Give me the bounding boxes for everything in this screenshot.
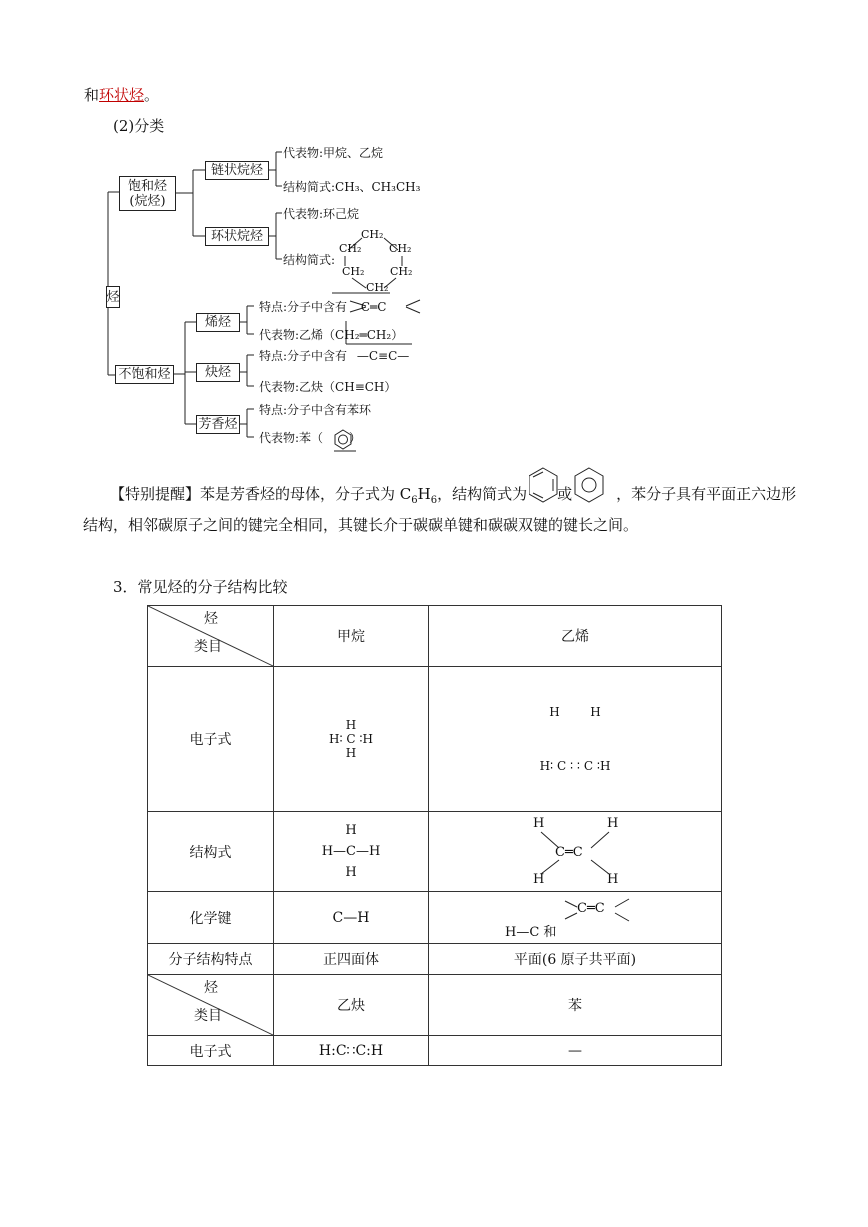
ring-ch2-upper-right: CH₂ — [389, 242, 412, 255]
section-3-heading: 3．常见烃的分子结构比较 — [113, 578, 288, 596]
row-label-electron-2: 电子式 — [148, 1036, 274, 1066]
ethylene-s-h-tl: H — [533, 815, 545, 831]
alkyne-feature-text: 特点:分子中含有 — [259, 349, 348, 363]
ring-ch2-bottom: CH₂ — [366, 281, 389, 294]
ethylene-feature: 平面(6 原子共平面) — [429, 944, 722, 975]
alkyne-feature-group: —C≡C— — [356, 349, 410, 363]
methane-bond: C—H — [274, 892, 429, 944]
ethylene-bond — [429, 892, 722, 944]
ring-representative: 代表物:环己烷 — [283, 207, 360, 221]
tree-alkene: 烯烃 — [196, 313, 240, 332]
ethylene-structural-formula — [429, 812, 722, 892]
diagonal-header-cell-2 — [148, 975, 274, 1036]
ethylene-e-line: H∶ C ∶ ∶ C ∶H — [539, 759, 611, 773]
ethylene-bond-cc: C═C — [577, 900, 605, 916]
alkene-representative — [259, 326, 403, 343]
row-label-feature: 分子结构特点 — [148, 944, 274, 975]
saturated-label-line1: 饱和烃 — [127, 178, 167, 194]
ring-ch2-upper-left: CH₂ — [339, 242, 362, 255]
note-line-2: 结构，相邻碳原子之间的键完全相同，其键长介于碳碳单键和碳碳双键的键长之间。 — [83, 516, 639, 534]
diagonal-header-cell — [148, 606, 274, 667]
note-line1-b: ，结构简式为 — [437, 485, 528, 503]
methane-e-line: H∶ C ∶H — [329, 732, 373, 746]
tree-saturated — [119, 176, 176, 211]
note-sub-6b: 6 — [430, 495, 438, 506]
ring-ch2-lower-left: CH₂ — [342, 265, 365, 278]
alkene-feature-text: 特点:分子中含有 — [259, 300, 348, 314]
methane-s-line: H—C—H — [321, 844, 381, 859]
row-label-bond: 化学键 — [148, 892, 274, 944]
table-row-structural — [148, 812, 722, 892]
aromatic-rep-label: 代表物:苯（ — [259, 431, 324, 445]
row-label-electron: 电子式 — [148, 667, 274, 812]
note-sub-6a: 6 — [411, 495, 418, 506]
chain-representative: 代表物:甲烷、乙烷 — [283, 146, 384, 160]
tree-alkyne: 炔烃 — [196, 363, 240, 382]
acetylene-electron-formula: H:C∷C:H — [274, 1036, 429, 1066]
ethylene-s-h-bl: H — [533, 871, 545, 887]
ethylene-bond-hc: H—C 和 — [505, 924, 557, 940]
ring-formula-label: 结构简式: — [283, 253, 336, 267]
methane-e-h-top: H — [345, 718, 357, 732]
col-header-methane: 甲烷 — [274, 606, 429, 667]
ethylene-s-h-tr: H — [607, 815, 619, 831]
alkene-rep-label: 代表物:乙烯（ — [259, 328, 336, 342]
tree-root-hydrocarbon: 烃 — [106, 286, 120, 308]
methane-s-h-bottom: H — [345, 865, 357, 880]
table-row-electron — [148, 667, 722, 812]
table-row-electron-2 — [148, 1036, 722, 1066]
chain-formula: 结构简式:CH₃、CH₃CH₃ — [283, 180, 421, 194]
ring-ch2-top: CH₂ — [361, 228, 384, 241]
tree-chain-alkane: 链状烷烃 — [205, 161, 269, 180]
benzene-structures-icon — [529, 466, 609, 506]
diag-bottom-label-2: 类目 — [194, 1008, 222, 1024]
ethylene-electron-formula — [429, 667, 722, 812]
aromatic-representative — [259, 429, 361, 446]
row-label-structural: 结构式 — [148, 812, 274, 892]
note-line1-a: 苯是芳香烃的母体，分子式为 C — [200, 485, 412, 503]
alkene-rep-end: ） — [391, 328, 404, 342]
ethylene-s-cc: C═C — [555, 844, 583, 860]
table-header-row-2 — [148, 975, 722, 1036]
col-header-acetylene: 乙炔 — [274, 975, 429, 1036]
methane-electron-formula — [274, 667, 429, 812]
comparison-table — [147, 605, 722, 1066]
tree-ring-alkane: 环状烷烃 — [205, 227, 269, 246]
ring-ch2-lower-right: CH₂ — [390, 265, 413, 278]
methane-s-h-top: H — [345, 823, 357, 838]
diag-top-label-2: 烃 — [204, 980, 218, 996]
section-2-heading: (2)分类 — [113, 117, 165, 135]
note-line1-c: ，苯分子具有平面正六边形 — [616, 485, 797, 503]
note-line1-h: H — [417, 485, 431, 503]
diag-top-label: 烃 — [204, 611, 218, 627]
table-row-feature — [148, 944, 722, 975]
aromatic-feature: 特点:分子中含有苯环 — [259, 403, 372, 417]
table-header-row-1 — [148, 606, 722, 667]
saturated-label-line2: (烷烃) — [129, 193, 166, 209]
alkyne-feature — [259, 347, 409, 364]
alkyne-representative: 代表物:乙炔（CH≡CH） — [259, 380, 397, 394]
methane-structural-formula — [274, 812, 429, 892]
tree-unsaturated: 不饱和烃 — [115, 365, 174, 384]
alkene-rep-formula: CH₂═CH₂ — [335, 328, 392, 342]
methane-e-h-bottom: H — [345, 746, 357, 760]
methane-feature: 正四面体 — [274, 944, 429, 975]
table-row-bond — [148, 892, 722, 944]
intro-prefix: 和 — [84, 86, 100, 104]
alkene-feature — [259, 298, 386, 315]
col-header-ethylene: 乙烯 — [429, 606, 722, 667]
col-header-benzene: 苯 — [429, 975, 722, 1036]
alkene-feature-group: C═C — [360, 300, 387, 314]
note-tag: 【特别提醒】 — [110, 485, 201, 503]
intro-highlight-ring-hydrocarbon: 环状烃 — [99, 86, 145, 104]
aromatic-rep-end: ） — [349, 431, 362, 445]
intro-suffix: 。 — [144, 86, 160, 104]
diag-bottom-label: 类目 — [194, 639, 222, 655]
tree-connectors — [0, 0, 868, 460]
note-or: 或 — [557, 485, 573, 503]
ethylene-s-h-br: H — [607, 871, 619, 887]
ethylene-e-h-top: H H — [549, 705, 601, 719]
benzene-electron-formula: — — [429, 1036, 722, 1066]
tree-aromatic: 芳香烃 — [196, 415, 240, 434]
